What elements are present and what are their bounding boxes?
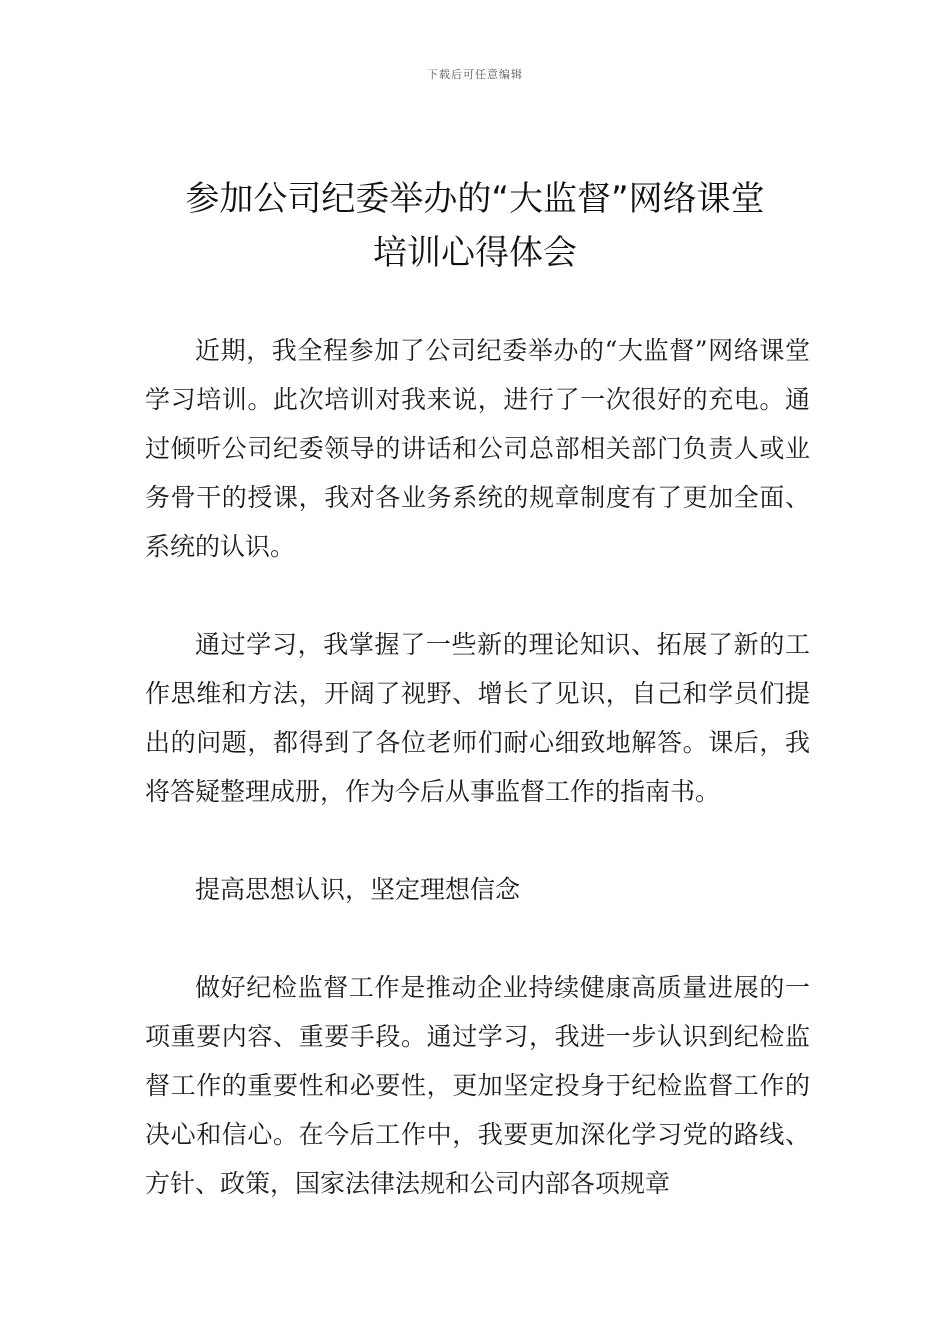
paragraph-learning: 通过学习，我掌握了一些新的理论知识、拓展了新的工作思维和方法，开阔了视野、增长了见识，自己和学员们提出的问题，都得到了各位老师们耐心细致地解答。课后，我将答疑整理成册，作为今后从事监督工作的指南书。	[145, 630, 810, 806]
document-title-line-2: 培训心得体会	[373, 233, 577, 273]
document-title-line-1: 参加公司纪委举办的“大监督”网络课堂	[185, 179, 765, 219]
paragraph-intro: 近期，我全程参加了公司纪委举办的“大监督”网络课堂学习培训。此次培训对我来说，进行了一次很好的充电。通过倾听公司纪委领导的讲话和公司总部相关部门负责人或业务骨干的授课，我对各业务系统的规章制度有了更加全面、系统的认识。	[145, 336, 810, 561]
paragraph-supervision: 做好纪检监督工作是推动企业持续健康高质量进展的一项重要内容、重要手段。通过学习，我进一步认识到纪检监督工作的重要性和必要性，更加坚定投身于纪检监督工作的决心和信心。在今后工作中，我要更加深化学习党的路线、方针、政策，国家法律法规和公司内部各项规章	[145, 973, 810, 1198]
document-body	[145, 326, 810, 1208]
section-heading: 提高思想认识，坚定理想信念	[195, 875, 521, 904]
document-title	[130, 172, 820, 280]
page-header-note: 下载后可任意编辑	[427, 68, 523, 81]
